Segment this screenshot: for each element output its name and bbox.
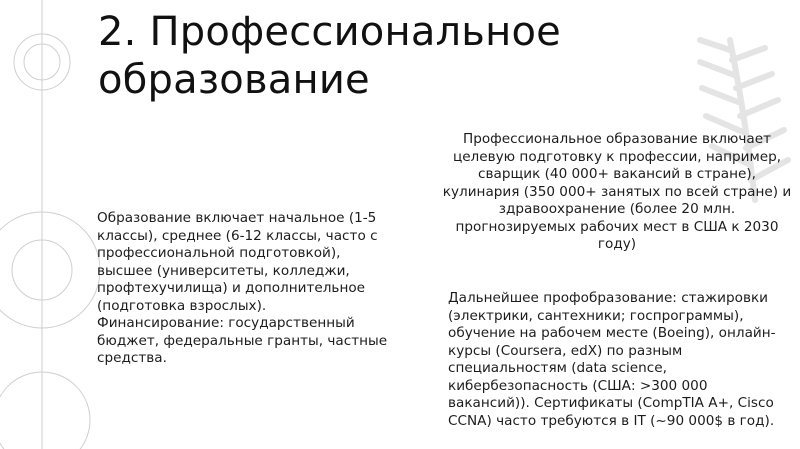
left-circle-decoration — [0, 0, 100, 449]
education-levels-paragraph: Образование включает начальное (1-5 классы), среднее (6-12 классы, часто с профессиональной подготовкой), высшее (университеты, колледжи, профтехучилища) и дополнительное (подготовка взрослых). Финансирование: государственный бюджет, федеральные гранты, частные средства. — [97, 210, 388, 366]
further-training-paragraph: Дальнейшее профобразование: стажировки (электрики, сантехники; госпрограммы), обучение на рабочем месте (Boeing), онлайн-курсы (Coursera, edX) по разным специальностям (data science, кибербезопасность (США: >300 000 вакансий)). Сертификаты (CompTIA A+, Cisco CCNA) часто требуются в IT (~90 000$ в год). — [448, 290, 776, 429]
vocational-training-paragraph: Профессиональное образование включает целевую подготовку к профессии, например, сварщик (40 000+ вакансий в стране), кулинария (350 000+ занятых по всей стране) и здравоохранение (более 20 млн. прогнозируемых рабочих мест в США к 2030 году) — [442, 131, 792, 252]
page-title: 2. Профессиональное образование — [98, 9, 561, 103]
